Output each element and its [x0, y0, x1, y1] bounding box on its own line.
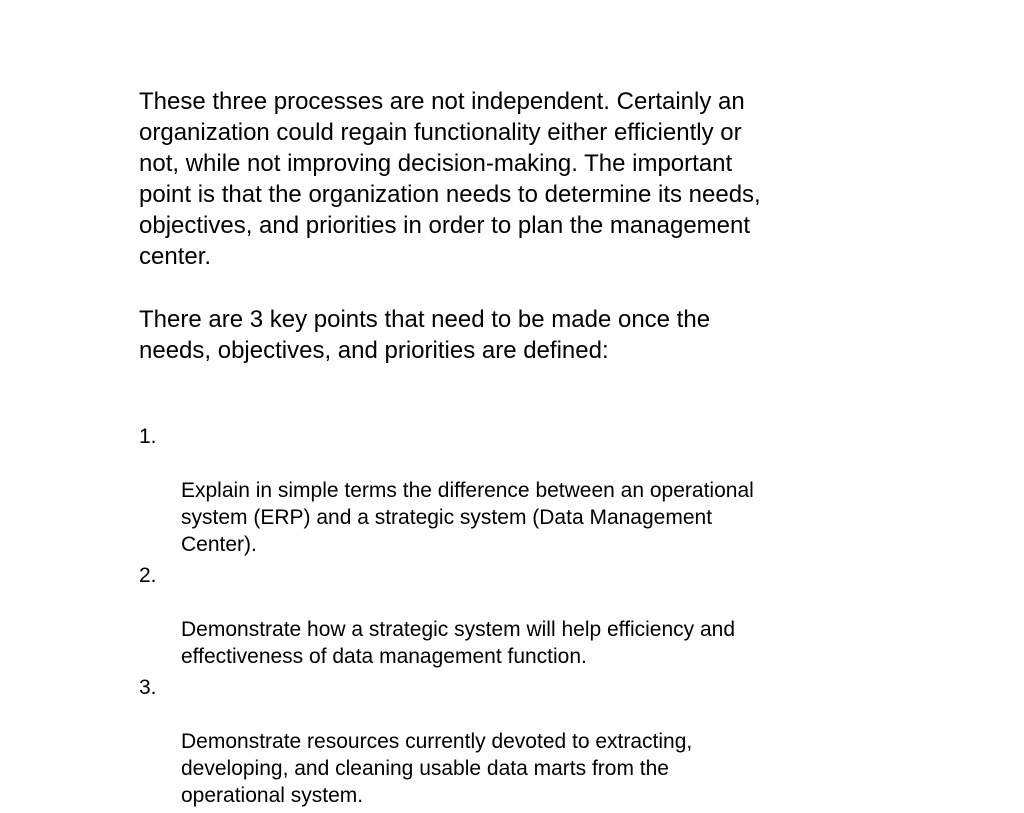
key-points-intro-paragraph: There are 3 key points that need to be made once the needs, objectives, and priorities are defined: [139, 306, 711, 364]
list-item-text: Demonstrate resources currently devoted to extracting, developing, and cleaning usable data marts from the operational system. [181, 730, 693, 807]
list-item [139, 674, 899, 809]
list-item-text: Explain in simple terms the difference between an operational system (ERP) and a strategic system (Data Management Center). [181, 479, 754, 556]
list-item-number: 3. [139, 676, 157, 699]
list-item-number: 1. [139, 425, 157, 448]
key-points-list [139, 423, 899, 813]
list-item [139, 423, 899, 558]
list-item-text: Demonstrate how a strategic system will help efficiency and effectiveness of data management function. [181, 618, 736, 668]
intro-paragraph: These three processes are not independent. Certainly an organization could regain functionality either efficiently or not, while not improving decision-making. The important point is that the organization needs to determine its needs, objectives, and priorities in order to plan the management center. [139, 88, 761, 270]
slide-body [139, 86, 899, 366]
list-item-number: 2. [139, 564, 157, 587]
list-item [139, 562, 899, 670]
